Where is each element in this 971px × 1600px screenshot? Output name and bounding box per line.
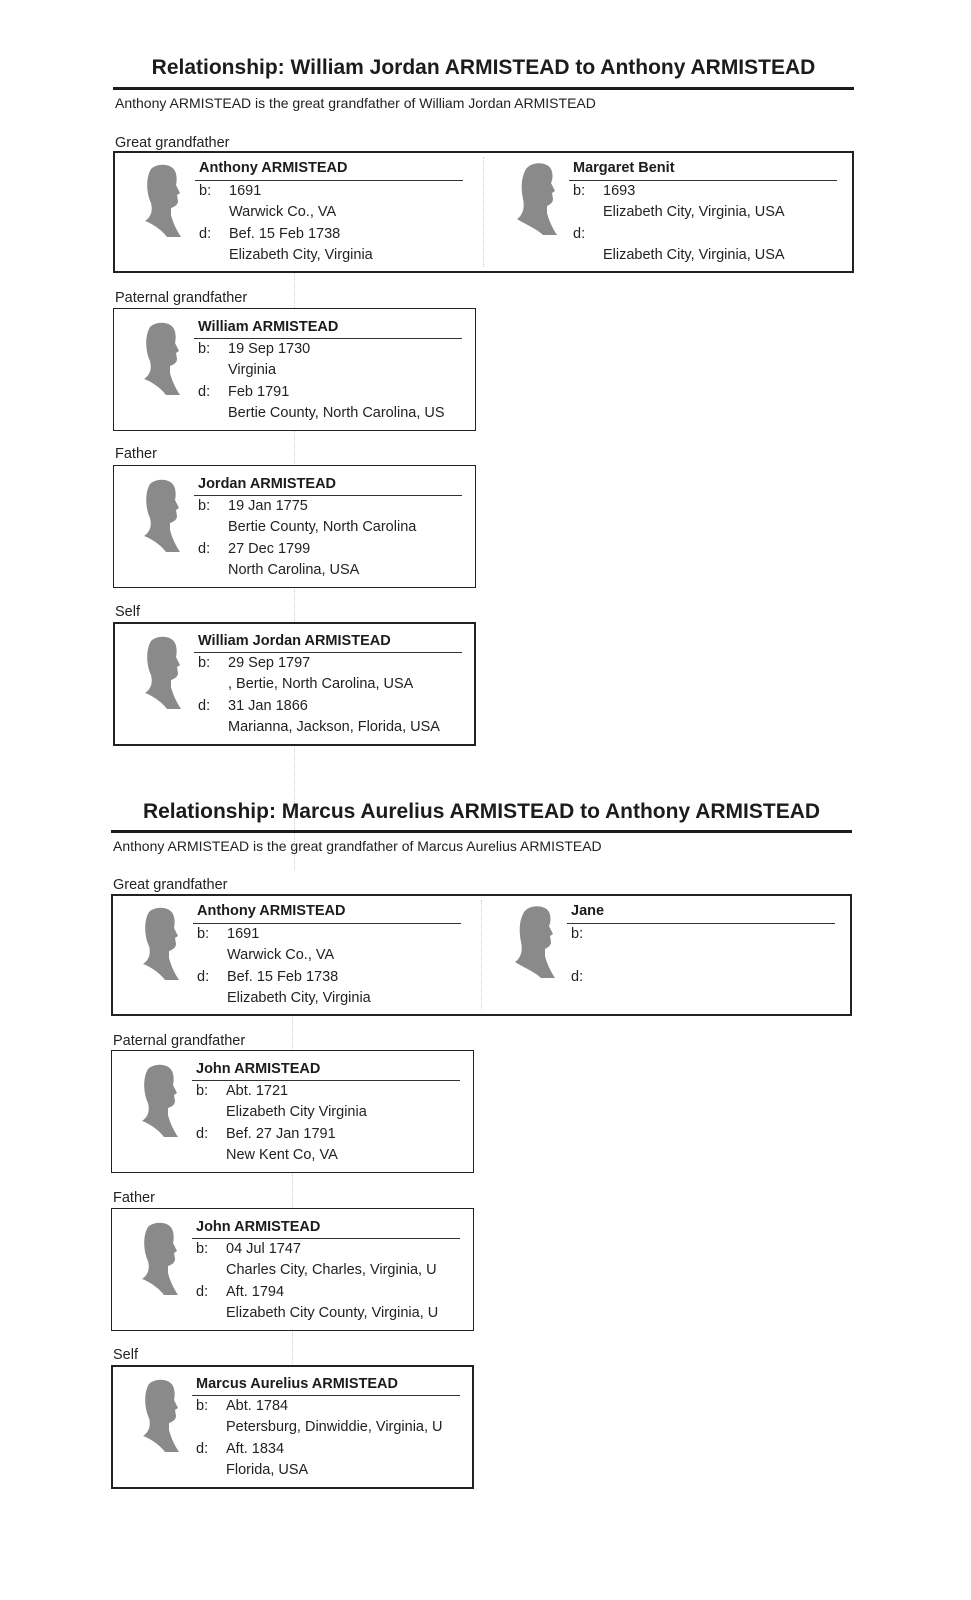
person-name: William ARMISTEAD [198,319,339,335]
death-place: Elizabeth City, Virginia [227,990,371,1006]
name-underline [192,1080,460,1081]
person-box[interactable] [113,465,476,588]
death-place: Florida, USA [226,1462,309,1478]
person-card[interactable] [481,896,852,1014]
birth-row [571,926,601,942]
name-underline [192,1238,460,1239]
person-card[interactable] [115,153,483,271]
male-silhouette-icon [136,478,186,552]
death-row [198,698,308,714]
person-card[interactable] [113,896,481,1014]
birth-label: b: [199,183,212,199]
name-underline [194,495,462,496]
birth-label: b: [198,341,211,357]
birth-row [198,341,310,357]
name-underline [569,180,837,181]
birth-date: 19 Sep 1730 [228,341,311,357]
death-place: Bertie County, North Carolina, US [228,405,445,421]
death-row [198,384,289,400]
death-row [198,541,310,557]
person-box[interactable] [111,1208,474,1331]
birth-label: b: [196,1398,209,1414]
person-card[interactable] [483,153,854,271]
person-box[interactable] [113,308,476,431]
relationship-title: Relationship: William Jordan ARMISTEAD to Anthony ARMISTEAD [151,56,816,79]
birth-date: 1691 [227,926,260,942]
generation-label: Paternal grandfather [115,290,248,306]
birth-row [199,183,261,199]
birth-date: 04 Jul 1747 [226,1241,301,1257]
male-silhouette-icon [134,1221,184,1295]
generation-label: Great grandfather [113,877,228,893]
person-name: Marcus Aurelius ARMISTEAD [196,1376,398,1392]
male-silhouette-icon [137,163,187,237]
birth-date: 19 Jan 1775 [228,498,308,514]
death-label: d: [196,1126,209,1142]
death-label: d: [196,1441,209,1457]
birth-row [197,926,259,942]
generation-label: Father [113,1190,155,1206]
birth-row [198,498,308,514]
female-silhouette-icon [513,161,563,235]
birth-place: Charles City, Charles, Virginia, U [226,1262,437,1278]
birth-label: b: [197,926,210,942]
birth-date: 1691 [229,183,262,199]
title-rule [113,87,854,90]
name-underline [195,180,463,181]
birth-place: Elizabeth City Virginia [226,1104,367,1120]
birth-label: b: [571,926,584,942]
male-silhouette-icon [137,635,187,709]
birth-place: Elizabeth City, Virginia, USA [603,204,785,220]
birth-row [198,655,310,671]
person-box[interactable] [111,1050,474,1173]
generation-label: Self [113,1347,138,1363]
person-name: William Jordan ARMISTEAD [198,633,391,649]
birth-place: Petersburg, Dinwiddie, Virginia, U [226,1419,443,1435]
death-row [573,226,603,242]
birth-date: 29 Sep 1797 [228,655,311,671]
death-row [196,1284,284,1300]
relationship-subtitle: Anthony ARMISTEAD is the great grandfather of Marcus Aurelius ARMISTEAD [113,838,602,854]
birth-label: b: [573,183,586,199]
person-name: Margaret Benit [573,160,675,176]
relationship-title: Relationship: Marcus Aurelius ARMISTEAD to Anthony ARMISTEAD [142,800,821,823]
death-label: d: [571,969,584,985]
death-date: Aft. 1794 [226,1284,285,1300]
male-silhouette-icon [136,321,186,395]
birth-place: Bertie County, North Carolina [228,519,417,535]
birth-row [196,1241,301,1257]
generation-label: Paternal grandfather [113,1033,246,1049]
person-name: John ARMISTEAD [196,1219,321,1235]
name-underline [567,923,835,924]
death-date: Bef. 15 Feb 1738 [229,226,341,242]
death-place: Elizabeth City County, Virginia, U [226,1305,439,1321]
person-name: John ARMISTEAD [196,1061,321,1077]
death-place: New Kent Co, VA [226,1147,338,1163]
death-date: Aft. 1834 [226,1441,285,1457]
death-place: North Carolina, USA [228,562,360,578]
person-name: Jane [571,903,605,919]
name-underline [194,652,462,653]
death-row [196,1441,284,1457]
male-silhouette-icon [135,1378,185,1452]
death-date: 31 Jan 1866 [228,698,308,714]
death-row [571,969,601,985]
generation-label: Father [115,446,157,462]
death-label: d: [196,1284,209,1300]
death-place: Elizabeth City, Virginia, USA [603,247,785,263]
male-silhouette-icon [135,906,185,980]
birth-place: Warwick Co., VA [227,947,335,963]
person-box-couple [111,894,852,1016]
title-rule [111,830,852,833]
death-date: Bef. 27 Jan 1791 [226,1126,336,1142]
birth-label: b: [198,655,211,671]
person-name: Jordan ARMISTEAD [198,476,337,492]
birth-label: b: [198,498,211,514]
death-row [196,1126,336,1142]
birth-place: Warwick Co., VA [229,204,337,220]
death-date: 27 Dec 1799 [228,541,311,557]
death-place: Elizabeth City, Virginia [229,247,373,263]
person-box-self[interactable] [111,1365,474,1489]
death-label: d: [197,969,210,985]
birth-place: , Bertie, North Carolina, USA [228,676,414,692]
male-silhouette-icon [134,1063,184,1137]
death-label: d: [199,226,212,242]
name-underline [192,1395,460,1396]
death-label: d: [573,226,586,242]
person-box-couple [113,151,854,273]
death-row [199,226,340,242]
name-underline [194,338,462,339]
birth-date: 1693 [603,183,636,199]
generation-label: Self [115,604,140,620]
generation-label: Great grandfather [115,135,230,151]
relationship-subtitle: Anthony ARMISTEAD is the great grandfather of William Jordan ARMISTEAD [115,95,596,111]
person-box-self[interactable] [113,622,476,746]
birth-date: Abt. 1721 [226,1083,289,1099]
birth-place: Virginia [228,362,277,378]
death-label: d: [198,541,211,557]
death-label: d: [198,384,211,400]
birth-label: b: [196,1241,209,1257]
death-date: Feb 1791 [228,384,290,400]
death-date: Bef. 15 Feb 1738 [227,969,339,985]
birth-row [196,1083,288,1099]
death-label: d: [198,698,211,714]
birth-row [196,1398,288,1414]
person-name: Anthony ARMISTEAD [199,160,348,176]
birth-label: b: [196,1083,209,1099]
birth-date: Abt. 1784 [226,1398,289,1414]
person-name: Anthony ARMISTEAD [197,903,346,919]
name-underline [193,923,461,924]
birth-row [573,183,635,199]
death-place: Marianna, Jackson, Florida, USA [228,719,440,735]
female-silhouette-icon [511,904,561,978]
death-row [197,969,338,985]
